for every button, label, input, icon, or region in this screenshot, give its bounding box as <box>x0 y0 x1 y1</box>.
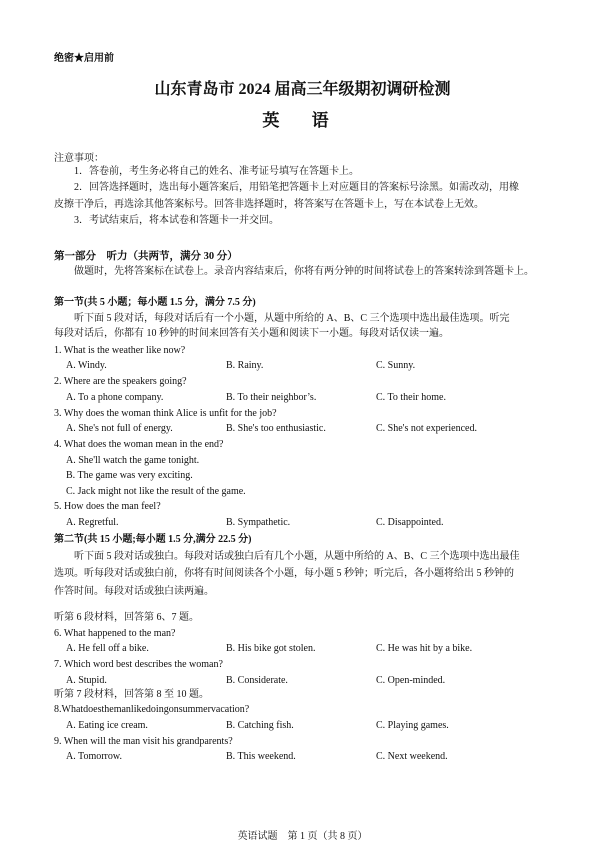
question-text: 6. What happened to the man? <box>54 627 176 639</box>
section2-intro: 听下面 5 段对话或独白。每段对话或独白后有几个小题，从题中所给的 A、B、C 三个选项中选出最佳 <box>74 550 520 562</box>
notice-item: 皮擦干净后，再选涂其他答案标号。回答非选择题时，将答案写在答题卡上，写在本试卷上无效。 <box>54 198 484 210</box>
option-c: C. Playing games. <box>376 719 449 731</box>
question-3 <box>54 408 552 437</box>
question-text: 2. Where are the speakers going? <box>54 376 187 387</box>
option-b: B. Considerate. <box>226 674 288 686</box>
exam-title: 山东青岛市 2024 届高三年级期初调研检测 <box>154 81 451 98</box>
option-b: B. The game was very exciting. <box>66 470 193 481</box>
option-a: A. She's not full of energy. <box>66 423 173 434</box>
question-text: 8.Whatdoesthemanlikedoingonsummervacation? <box>54 704 250 715</box>
question-text: 7. Which word best describes the woman? <box>54 659 223 670</box>
question-text: 3. Why does the woman think Alice is unfit for the job? <box>54 407 277 419</box>
option-a: A. Regretful. <box>66 516 119 528</box>
option-b: B. She's too enthusiastic. <box>226 423 326 434</box>
question-2 <box>54 376 552 405</box>
section1-intro: 每段对话后，你都有 10 秒钟的时间来回答有关小题和阅读下一小题。每段对话仅读一遍。 <box>54 328 449 339</box>
material-7-instruction: 听第 7 段材料，回答第 8 至 10 题。 <box>54 688 209 700</box>
question-4 <box>54 439 552 498</box>
option-c: C. Disappointed. <box>376 516 444 528</box>
part1-intro: 做题时，先将答案标在试卷上。录音内容结束后，你将有两分钟的时间将试卷上的答案转涂到答题卡上。 <box>74 266 534 278</box>
option-a: A. Stupid. <box>66 674 107 686</box>
section1-heading: 第一节(共 5 小题；每小题 1.5 分，满分 7.5 分) <box>54 297 256 308</box>
page-footer: 英语试题 第 1 页（共 8 页） <box>237 831 368 842</box>
option-a: A. Eating ice cream. <box>66 719 148 731</box>
section2-intro: 选项。听每段对话或独白前，你将有时间阅读各个小题，每小题 5 秒钟；听完后，各小题将给出 5 秒钟的 <box>54 568 514 579</box>
option-b: B. This weekend. <box>226 751 296 762</box>
option-b: B. Catching fish. <box>226 719 294 731</box>
question-text: 4. What does the woman mean in the end? <box>54 439 224 450</box>
question-text: 5. How does the man feel? <box>54 501 161 512</box>
section1 <box>54 297 552 530</box>
part1-section <box>54 250 552 279</box>
section2-intro: 作答时间。每段对话或独白读两遍。 <box>54 585 214 597</box>
section1-intro: 听下面 5 段对话，每段对话后有一个小题，从题中所给的 A、B、C 三个选项中选出最佳选项。听完 <box>74 312 510 324</box>
option-c: C. He was hit by a bike. <box>376 643 473 654</box>
question-text: 1. What is the weather like now? <box>54 344 186 356</box>
part1-heading: 第一部分 听力（共两节，满分 30 分） <box>54 251 238 262</box>
option-c: C. Sunny. <box>376 360 416 371</box>
question-5 <box>54 501 552 530</box>
notice-heading: 注意事项： <box>54 153 104 164</box>
option-a: A. She'll watch the game tonight. <box>66 454 200 466</box>
question-8 <box>54 704 552 733</box>
option-c: C. Jack might not like the result of the game. <box>66 485 246 497</box>
option-b: B. Sympathetic. <box>226 516 291 528</box>
option-a: A. Tomorrow. <box>66 751 122 762</box>
option-a: A. Windy. <box>66 360 107 371</box>
question-6 <box>54 628 552 657</box>
notice-item: 1．答卷前，考生务必将自己的姓名、准考证号填写在答题卡上。 <box>74 165 359 177</box>
section2-heading: 第二节(共 15 小题;每小题 1.5 分,满分 22.5 分) <box>54 534 252 545</box>
question-1 <box>54 345 552 374</box>
option-b: B. Rainy. <box>226 360 264 371</box>
section2 <box>54 534 552 764</box>
option-b: B. To their neighbor’s. <box>226 391 317 403</box>
question-9 <box>54 736 552 765</box>
option-a: A. He fell off a bike. <box>66 643 149 654</box>
material-6-instruction: 听第 6 段材料，回答第 6、7 题。 <box>54 612 199 623</box>
option-c: C. She's not experienced. <box>376 423 477 434</box>
notice-item: 2．回答选择题时，选出每小题答案后，用铅笔把答题卡上对应题目的答案标号涂黑。如需改动，用橡 <box>74 182 519 193</box>
question-text: 9. When will the man visit his grandparents? <box>54 735 233 747</box>
option-b: B. His bike got stolen. <box>226 643 316 654</box>
subject-title: 英 语 <box>262 111 343 130</box>
question-7 <box>54 659 552 688</box>
option-c: C. Next weekend. <box>376 751 448 762</box>
notice-section <box>54 153 552 228</box>
notice-item: 3．考试结束后，将本试卷和答题卡一并交回。 <box>74 215 279 226</box>
option-c: C. To their home. <box>376 391 446 403</box>
option-a: A. To a phone company. <box>66 391 164 403</box>
confidential-mark: 绝密★启用前 <box>54 53 114 64</box>
option-c: C. Open-minded. <box>376 674 446 686</box>
